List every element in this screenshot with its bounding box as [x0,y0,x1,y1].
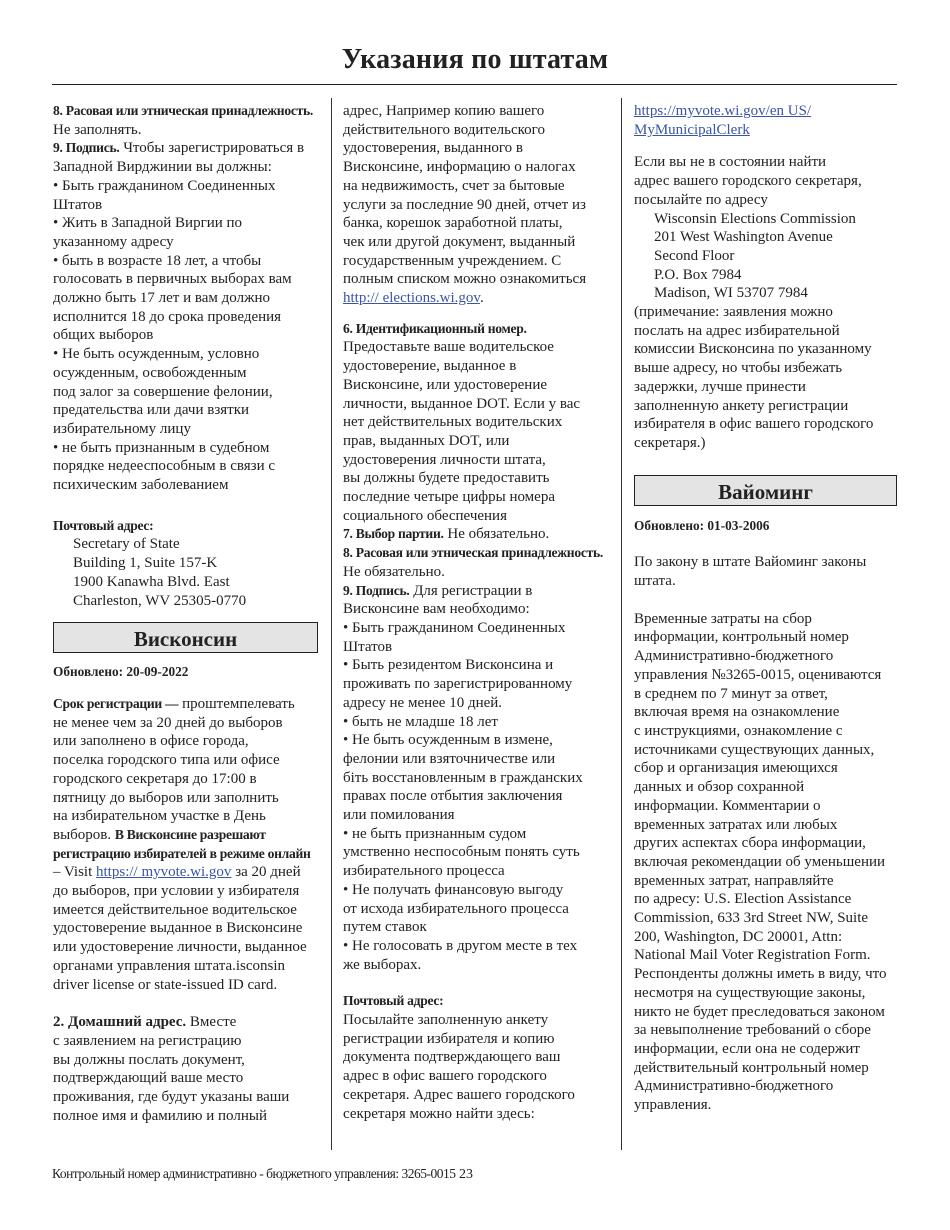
text-line: никто не будет преследоваться законом [634,1003,885,1020]
text-line: умственно неспособным понять суть [343,844,580,861]
text-line: под залог за совершение фелонии, [53,383,273,400]
text-line: секретаря. Адрес вашего городского [343,1086,575,1103]
column-divider-2 [621,98,622,1150]
race-text: Не обязательно. [343,563,445,580]
column-1 [53,102,318,1125]
party-text: Не обязательно. [447,526,550,543]
text-line: • Не получать финансовую выгоду [343,881,564,898]
text-line: адрес вашего городского секретаря, [634,173,862,190]
text-line: Висконсине, информацию о налогах [343,159,576,176]
text-line: удостоверение, выданное в [343,358,517,375]
text-line: Висконсине вам необходимо: [343,601,530,618]
race-item-label: 8. Расовая или этническая принадлежность. [53,103,313,118]
text-line: • Не голосовать в другом месте в тех [343,937,578,954]
text-line: или помилования [343,807,455,824]
commission-address-line: P.O. Box 7984 [654,266,742,283]
text-line: Западной Вирджинии вы должны: [53,159,272,176]
text-line: с инструкциями, ознакомление с [634,722,843,739]
text-line: вы должны будете предоставить [343,470,550,487]
text-fragment: выборов. [53,826,112,843]
visit-prefix: – Visit [53,864,93,881]
text-line: Посылайте заполненную анкету [343,1012,549,1029]
text-line: порядке недееспособным в связи с [53,458,276,475]
text-line: Административно-бюджетного [634,1078,834,1095]
text-line: адрес в офис вашего городского [343,1068,547,1085]
text-line: удостоверения личности штата, [343,451,546,468]
text-line: последние четыре цифры номера [343,489,555,506]
text-line: за невыполнение требований о сборе [634,1022,871,1039]
party-label: 7. Выбор партии. [343,526,444,542]
text-line: Commission, 633 3rd Street NW, Suite [634,910,869,927]
text-line: удостоверение выданное в Висконсине [53,920,303,937]
text-line: имеется действительное водительское [53,901,297,918]
text-line: документа подтверждающего ваш [343,1049,561,1066]
text-line: временных затрат, направляйте [634,872,834,889]
commission-address-line: 201 West Washington Avenue [654,229,833,246]
text-line: или удостоверение личности, выданное [53,939,307,956]
text-line: банка, корешок заработной платы, [343,215,563,232]
text-line: государственным учреждением. С [343,252,562,269]
text-line: вы должны послать документ, [53,1051,245,1068]
text-line: избирателя в офис вашего городского [634,416,874,433]
deadline-text: проштемпелевать [182,695,295,712]
text-line: • Не быть осужденным, условно [53,346,260,363]
elections-link-line: http:// elections.wi.gov. [343,290,484,307]
elections-link[interactable]: http:// elections.wi.gov [343,290,480,307]
id-number-label: 6. Идентификационный номер. [343,320,527,336]
text-line: • не быть признанным судом [343,825,527,842]
text-line: услуги за последние 90 дней, отчет из [343,196,586,213]
text-line: до выборов, при условии у избирателя [53,883,300,900]
text-line: послать на адрес избирательной [634,322,840,339]
signature-item-text: Чтобы зарегистрироваться в [123,140,305,157]
mail-address-label: Почтовый адрес: [343,993,444,1009]
text-line: Административно-бюджетного [634,648,834,665]
column-divider-1 [331,98,332,1150]
online-registration-bold: В Висконсине разрешают [114,826,266,842]
text-line: или заполнено в офисе города, [53,733,249,750]
text-line: путем ставок [343,919,427,936]
text-line: • Быть гражданином Соединенных [343,619,566,636]
text-line: секретаря можно найти здесь: [343,1105,535,1122]
text-line: чек или другой документ, выданный [343,233,576,250]
text-line: адрес, Например копию вашего [343,103,545,119]
municipal-clerk-link-1[interactable]: https://myvote.wi.gov/en US/ [634,103,812,119]
text-line: Предоставьте ваше водительское [343,339,554,356]
text-line: 200, Washington, DC 20001, Attn: [634,928,843,945]
text-line: штата. [634,573,676,590]
text-line: осужденным, освобожденным [53,364,247,381]
text-line: (примечание: заявления можно [634,304,833,321]
text-line: несмотря на существующие законы, [634,984,866,1001]
text-line: Респонденты должны иметь в виду, что [634,966,887,983]
text-line: нет действительных водительских [343,414,563,431]
text-line: Штатов [343,638,393,655]
text-line: личности, выданное DOT. Если у вас [343,395,581,412]
home-address-text: Вместе [189,1014,237,1031]
online-registration-bold-2: регистрацию избирателей в режиме онлайн [53,845,311,861]
text-line: полным списком можно ознакомиться [343,271,587,288]
mail-address-line: 1900 Kanawha Blvd. East [73,573,230,590]
text-line: управления №3265-0015, оцениваются [634,666,882,683]
text-line: городского секретаря до 17:00 в [53,770,257,787]
text-line: полное имя и фамилию и полный [53,1107,267,1124]
text-line: действительный контрольный номер [634,1059,869,1076]
text-line: • не быть признанным в судебном [53,439,270,456]
text-line: секретаря.) [634,434,706,451]
visit-suffix: за 20 дней [235,864,301,881]
text-line: • Быть резидентом Висконсина и [343,657,554,674]
text-line: Висконсине, или удостоверение [343,376,548,393]
text-line: регистрации избирателя и копию [343,1030,555,1047]
text-line: Временные затраты на сбор [634,610,812,627]
text-line: избирательному лицу [53,420,191,437]
text-line: удостоверения, выданного в [343,140,523,157]
wisconsin-section-header: Висконсин [53,622,318,653]
signature-first-line [343,582,608,601]
text-line: подтверждающий ваше место [53,1070,244,1087]
text-line: избирательного процесса [343,863,505,880]
myvote-link[interactable]: https:// myvote.wi.gov [96,864,232,881]
text-line: поселка городского типа или офисе [53,752,280,769]
text-line: в среднем по 7 минут за ответ, [634,685,828,702]
text-line: временных затратах или любых [634,816,838,833]
signature-label: 9. Подпись. [343,582,410,598]
text-line: на недвижимость, счет за бытовые [343,177,565,194]
wyoming-section-header: Вайоминг [634,475,897,506]
text-line: • быть не младше 18 лет [343,713,498,730]
column-2 [343,102,608,1123]
text-line: органами управления штата.isconsin [53,957,286,974]
text-line: пятницу до выборов или заполнить [53,789,279,806]
deadline-label: Срок регистрации — [53,695,179,711]
race-label: 8. Расовая или этническая принадлежность. [343,545,603,561]
text-line: от исхода избирательного процесса [343,900,569,917]
footer-control-number: Контрольный номер административно - бюджетного управления: 3265-0015 [52,1166,456,1181]
text-line: заполненную анкету регистрации [634,397,849,414]
commission-address-line: Wisconsin Elections Commission [654,210,856,227]
signature-text: Для регистрации в [413,582,533,599]
text-line: фелонии или взяточничестве или [343,750,556,767]
text-line: не менее чем за 20 дней до выборов [53,714,283,731]
mail-address-line: Secretary of State [73,536,180,553]
home-address-label: 2. Домашний адрес. [53,1014,187,1031]
wyoming-updated-date: Обновлено: 01-03-2006 [634,517,770,533]
text-line: источниками существующих данных, [634,741,875,758]
page-title: Указания по штатам [341,44,609,75]
text-line: по адресу: U.S. Election Assistance [634,891,852,908]
text-line: исполнится 18 до срока проведения [53,308,282,325]
commission-address-line: Second Floor [654,247,735,264]
text-line: біть восстановленным в гражданских [343,769,583,786]
text-line: психическим заболеванием [53,477,229,494]
text-line: действительного водительского [343,121,545,138]
text-line: предательства или дачи взятки [53,402,250,419]
visit-line [53,863,318,882]
text-line: выше адресу, но чтобы избежать [634,360,843,377]
party-line [343,525,608,544]
text-line: По закону в штате Вайоминг законы [634,554,867,571]
text-line: указанному адресу [53,233,174,250]
signature-item-first-line [53,139,318,158]
text-line: должно быть 17 лет и вам должно [53,290,270,307]
municipal-clerk-link-2[interactable]: MyMunicipalClerk [634,121,750,138]
deadline-first-line [53,695,318,714]
text-line: общих выборов [53,327,154,344]
column-3 [634,102,898,1115]
title-divider [52,84,897,85]
race-item-text: Не заполнять. [53,121,142,138]
commission-address-line: Madison, WI 53707 7984 [654,285,808,302]
page-footer [52,1166,473,1183]
text-line: информации, если она не содержит [634,1040,860,1057]
mail-address-line: Building 1, Suite 157-K [73,555,218,572]
text-line: с заявлением на регистрацию [53,1032,242,1049]
home-address-first-line [53,1013,318,1032]
text-line: включая рекомендации об уменьшении [634,853,886,870]
text-line: голосовать в первичных выборах вам [53,271,292,288]
wisconsin-updated-date: Обновлено: 20-09-2022 [53,664,189,680]
text-line: driver license or state-issued ID card. [53,976,278,993]
text-line: адресу не менее 10 дней. [343,694,503,711]
text-line: информации, контрольный номер [634,629,849,646]
text-line: • Быть гражданином Соединенных [53,177,276,194]
text-line: комиссии Висконсина по указанному [634,341,872,358]
text-line: сбор и организация имеющихся [634,760,838,777]
mail-address-label: Почтовый адрес: [53,517,154,533]
deadline-online-line [53,826,318,845]
text-line: • быть в возрасте 18 лет, а чтобы [53,252,262,269]
text-line: Если вы не в состоянии найти [634,154,827,171]
text-line: посылайте по адресу [634,191,768,208]
text-line: на избирательном участке в День [53,808,266,825]
text-line: данных и обзор сохранной [634,779,805,796]
text-line: информации. Комментарии о [634,797,821,814]
signature-item-label: 9. Подпись. [53,140,120,156]
page-number: 23 [459,1167,474,1182]
text-line: включая время на ознакомление [634,704,840,721]
text-line: • Не быть осужденным в измене, [343,732,553,749]
text-line: • Жить в Западной Виргии по [53,215,243,232]
text-line: проживания, где будут указаны ваши [53,1089,290,1106]
text-line: управления. [634,1097,712,1114]
text-line: задержки, лучше принести [634,378,806,395]
text-line: социального обеспечения [343,507,507,524]
text-line: прав, выданных DOT, или [343,432,510,449]
text-line: Штатов [53,196,103,213]
text-line: же выборах. [343,956,422,973]
text-line: National Mail Voter Registration Form. [634,947,871,964]
text-line: других аспектах сбора информации, [634,835,866,852]
mail-address-line: Charleston, WV 25305-0770 [73,592,247,609]
text-line: проживать по зарегистрированному [343,676,573,693]
text-line: правах после отбытия заключения [343,788,563,805]
